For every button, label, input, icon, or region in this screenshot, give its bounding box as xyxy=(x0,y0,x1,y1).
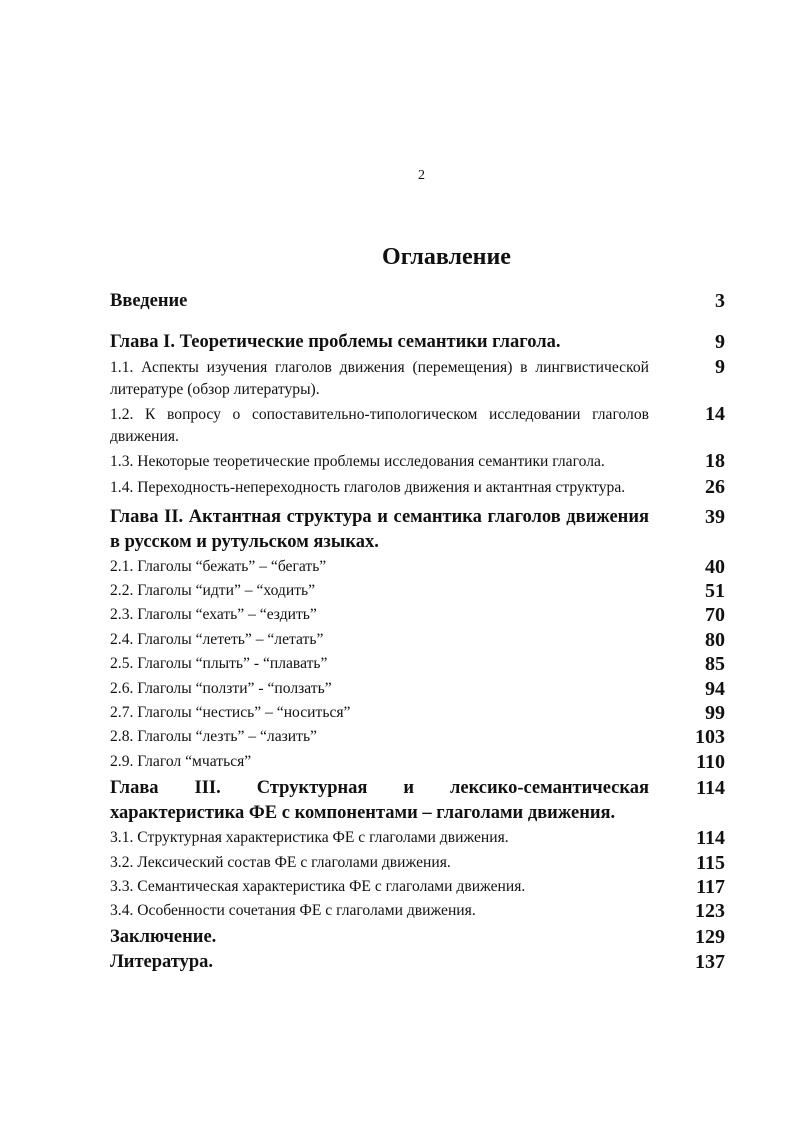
toc-entry-page: 80 xyxy=(705,628,725,651)
toc-entry-text: 1.2. К вопросу о сопоставительно-типологическом исследовании глаголов движения. xyxy=(110,406,649,445)
toc-entry-page: 123 xyxy=(695,900,725,923)
toc-entry-page: 103 xyxy=(695,726,725,749)
toc-entry-literature xyxy=(110,951,725,973)
toc-entry-page: 114 xyxy=(696,777,725,800)
toc-entry-page: 3 xyxy=(715,290,725,312)
toc-entry-text: Глава I. Теоретические проблемы семантики глагола. xyxy=(110,332,561,352)
toc-entry-page: 14 xyxy=(705,403,725,426)
toc-entry-text: Литература. xyxy=(110,951,214,972)
toc-entry-text: 3.4. Особенности сочетания ФЕ с глаголами движения. xyxy=(110,902,476,920)
toc-entry-3-2 xyxy=(110,851,725,875)
toc-entry-page: 9 xyxy=(715,331,725,353)
toc-entry-text: 2.9. Глагол “мчаться” xyxy=(110,752,252,770)
toc-entry-2-1 xyxy=(110,555,725,579)
toc-entry-text: Глава III. Структурная и лексико-семантическая характеристика ФЕ с компонентами – глаголами движения. xyxy=(110,778,649,824)
toc-entry-text: Введение xyxy=(110,291,188,311)
toc-entry-3-3 xyxy=(110,875,725,899)
toc-entry-1-1 xyxy=(110,357,725,400)
toc-entry-3-1 xyxy=(110,826,725,850)
toc-entry-text: 2.1. Глаголы “бежать” – “бегать” xyxy=(110,557,327,575)
toc-entry-text: Заключение. xyxy=(110,926,217,947)
toc-entry-text: 1.4. Переходность-непереходность глаголов движения и актантная структура. xyxy=(110,478,626,496)
toc-entry-text: Глава II. Актантная структура и семантика глаголов движения в русском и рутульском языках. xyxy=(110,506,649,552)
toc-entry-page: 99 xyxy=(705,702,725,724)
toc-entry-page: 9 xyxy=(715,356,725,378)
toc-entry-text: 3.1. Структурная характеристика ФЕ с глаголами движения. xyxy=(110,829,509,847)
toc-entry-2-5 xyxy=(110,652,725,676)
toc-entry-text: 3.3. Семантическая характеристика ФЕ с глаголами движения. xyxy=(110,878,526,896)
toc-entry-text: 2.8. Глаголы “лезть” – “лазить” xyxy=(110,728,317,746)
page-number: 2 xyxy=(418,168,425,183)
toc-entry-2-8 xyxy=(110,725,725,749)
toc-entry-page: 110 xyxy=(696,750,725,773)
toc-entry-page: 137 xyxy=(695,950,725,973)
toc-entry-page: 129 xyxy=(695,925,725,948)
table-of-contents xyxy=(110,290,725,973)
toc-entry-2-6 xyxy=(110,677,725,701)
toc-entry-text: 1.1. Аспекты изучения глаголов движения (перемещения) в лингвистической литературе (обзор литературы). xyxy=(110,359,649,398)
toc-entry-chapter-1 xyxy=(110,331,725,353)
toc-entry-1-2 xyxy=(110,404,725,447)
toc-entry-conclusion xyxy=(110,926,725,948)
toc-entry-2-2 xyxy=(110,579,725,603)
toc-entry-text: 2.7. Глаголы “нестись” – “носиться” xyxy=(110,704,351,721)
toc-entry-page: 117 xyxy=(696,876,725,899)
toc-entry-1-4 xyxy=(110,477,725,499)
toc-entry-2-9 xyxy=(110,750,725,774)
toc-entry-page: 40 xyxy=(705,555,725,578)
toc-entry-1-3 xyxy=(110,451,725,473)
toc-entry-chapter-2 xyxy=(110,505,725,555)
toc-entry-text: 2.3. Глаголы “ехать” – “ездить” xyxy=(110,606,317,624)
toc-entry-2-4 xyxy=(110,628,725,652)
toc-entry-2-7 xyxy=(110,701,725,725)
toc-entry-chapter-3 xyxy=(110,776,725,826)
toc-entry-page: 94 xyxy=(705,677,725,700)
toc-entry-page: 115 xyxy=(696,851,725,874)
toc-entry-text: 2.5. Глаголы “плыть” - “плавать” xyxy=(110,655,328,673)
toc-entry-text: 2.4. Глаголы “лететь” – “летать” xyxy=(110,630,324,648)
toc-entry-page: 85 xyxy=(705,653,725,676)
toc-entry-page: 51 xyxy=(705,579,725,602)
toc-entry-text: 2.6. Глаголы “ползти” - “ползать” xyxy=(110,679,332,697)
toc-entry-text: 1.3. Некоторые теоретические проблемы исследования семантики глагола. xyxy=(110,453,605,471)
toc-entry-text: 3.2. Лексический состав ФЕ с глаголами движения. xyxy=(110,853,451,871)
toc-entry-page: 39 xyxy=(705,505,725,528)
toc-entry-2-3 xyxy=(110,603,725,627)
toc-entry-page: 18 xyxy=(705,450,725,473)
toc-entry-3-4 xyxy=(110,899,725,923)
toc-entry-page: 70 xyxy=(705,604,725,627)
toc-entry-introduction xyxy=(110,290,725,312)
toc-entry-page: 114 xyxy=(696,827,725,850)
toc-entry-page: 26 xyxy=(705,475,725,498)
toc-title: Оглавление xyxy=(382,244,511,270)
toc-entry-text: 2.2. Глаголы “идти” – “ходить” xyxy=(110,581,316,599)
